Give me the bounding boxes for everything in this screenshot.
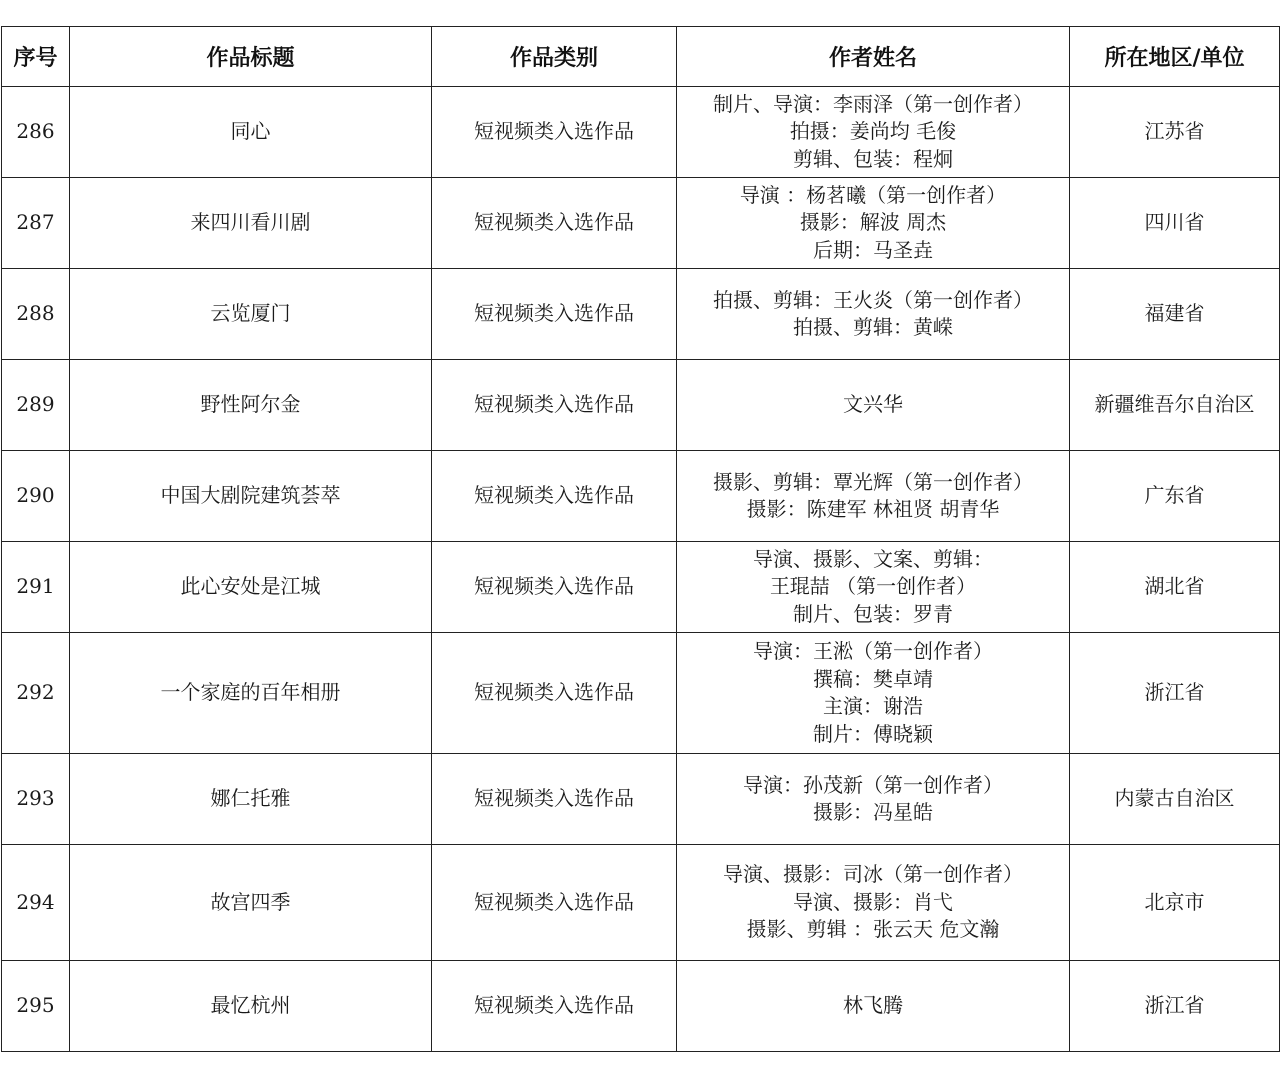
credit-line: 导演：孙茂新（第一创作者） bbox=[743, 772, 1003, 797]
cell-authors bbox=[677, 178, 1070, 269]
cell-category: 短视频类入选作品 bbox=[432, 269, 677, 360]
cell-category: 短视频类入选作品 bbox=[432, 360, 677, 451]
cell-region: 江苏省 bbox=[1070, 87, 1280, 178]
cell-title: 一个家庭的百年相册 bbox=[70, 633, 432, 754]
cell-index: 287 bbox=[2, 178, 70, 269]
credit-line: 剪辑、包装：程炯 bbox=[793, 146, 953, 171]
credit-line: 摄影、剪辑：覃光辉（第一创作者） bbox=[713, 469, 1033, 494]
cell-title: 同心 bbox=[70, 87, 432, 178]
credit-line: 摄影：解波 周杰 bbox=[799, 210, 947, 235]
credit-line: 拍摄、剪辑：黄嵘 bbox=[793, 315, 953, 339]
header-authors: 作者姓名 bbox=[677, 27, 1070, 87]
cell-region: 内蒙古自治区 bbox=[1070, 754, 1280, 845]
cell-authors bbox=[677, 360, 1070, 451]
cell-title: 此心安处是江城 bbox=[70, 542, 432, 633]
credit-line: 文兴华 bbox=[843, 392, 903, 417]
cell-category: 短视频类入选作品 bbox=[432, 754, 677, 845]
table-body bbox=[2, 87, 1280, 1052]
cell-category: 短视频类入选作品 bbox=[432, 178, 677, 269]
table-row bbox=[2, 451, 1280, 542]
credit-line: 制片：傅晓颖 bbox=[813, 721, 933, 746]
cell-title: 中国大剧院建筑荟萃 bbox=[70, 451, 432, 542]
cell-index: 292 bbox=[2, 633, 70, 754]
cell-index: 294 bbox=[2, 845, 70, 961]
cell-index: 286 bbox=[2, 87, 70, 178]
cell-authors bbox=[677, 633, 1070, 754]
cell-index: 288 bbox=[2, 269, 70, 360]
credit-line: 导演 ：杨茗曦（第一创作者） bbox=[739, 182, 1007, 207]
header-category: 作品类别 bbox=[432, 27, 677, 87]
credit-line: 导演、摄影：肖弋 bbox=[793, 889, 953, 914]
cell-region: 四川省 bbox=[1070, 178, 1280, 269]
table-row bbox=[2, 87, 1280, 178]
cell-category: 短视频类入选作品 bbox=[432, 451, 677, 542]
cell-region: 湖北省 bbox=[1070, 542, 1280, 633]
table-row bbox=[2, 178, 1280, 269]
cell-category: 短视频类入选作品 bbox=[432, 845, 677, 961]
credit-line: 撰稿：樊卓靖 bbox=[813, 666, 933, 691]
credit-line: 导演、摄影、文案、剪辑： bbox=[753, 546, 993, 571]
credit-line: 导演：王淞（第一创作者） bbox=[753, 639, 993, 663]
cell-title: 故宫四季 bbox=[70, 845, 432, 961]
cell-title: 野性阿尔金 bbox=[70, 360, 432, 451]
cell-region: 浙江省 bbox=[1070, 633, 1280, 754]
cell-category: 短视频类入选作品 bbox=[432, 633, 677, 754]
table-row bbox=[2, 360, 1280, 451]
table-row bbox=[2, 961, 1280, 1052]
table-row bbox=[2, 542, 1280, 633]
header-title: 作品标题 bbox=[70, 27, 432, 87]
header-region: 所在地区/单位 bbox=[1070, 27, 1280, 87]
cell-title: 最忆杭州 bbox=[70, 961, 432, 1052]
credit-line: 摄影、剪辑 ：张云天 危文瀚 bbox=[746, 917, 1000, 942]
cell-index: 289 bbox=[2, 360, 70, 451]
cell-authors bbox=[677, 845, 1070, 961]
works-table bbox=[1, 26, 1280, 1052]
cell-authors bbox=[677, 961, 1070, 1052]
credit-line: 林飞腾 bbox=[843, 993, 903, 1018]
header-index: 序号 bbox=[2, 27, 70, 87]
credit-line: 制片、包装：罗青 bbox=[793, 601, 953, 626]
table-row bbox=[2, 754, 1280, 845]
cell-region: 北京市 bbox=[1070, 845, 1280, 961]
cell-authors bbox=[677, 451, 1070, 542]
table-row bbox=[2, 633, 1280, 754]
credit-line: 制片、导演：李雨泽（第一创作者） bbox=[713, 91, 1033, 116]
credit-line: 摄影：冯星皓 bbox=[813, 800, 933, 824]
cell-region: 浙江省 bbox=[1070, 961, 1280, 1052]
credit-line: 后期：马圣垚 bbox=[813, 237, 933, 262]
cell-index: 295 bbox=[2, 961, 70, 1052]
cell-authors bbox=[677, 87, 1070, 178]
cell-index: 291 bbox=[2, 542, 70, 633]
header-row bbox=[2, 27, 1280, 87]
cell-authors bbox=[677, 754, 1070, 845]
cell-category: 短视频类入选作品 bbox=[432, 542, 677, 633]
cell-authors bbox=[677, 542, 1070, 633]
credit-line: 拍摄、剪辑：王火炎（第一创作者） bbox=[713, 287, 1033, 312]
cell-index: 293 bbox=[2, 754, 70, 845]
cell-category: 短视频类入选作品 bbox=[432, 961, 677, 1052]
credit-line: 拍摄：姜尚均 毛俊 bbox=[789, 119, 957, 144]
cell-authors bbox=[677, 269, 1070, 360]
cell-title: 云览厦门 bbox=[70, 269, 432, 360]
credit-line: 王琨喆 （第一创作者） bbox=[769, 574, 977, 599]
table-header bbox=[2, 27, 1280, 87]
cell-region: 福建省 bbox=[1070, 269, 1280, 360]
cell-title: 娜仁托雅 bbox=[70, 754, 432, 845]
cell-index: 290 bbox=[2, 451, 70, 542]
table-row bbox=[2, 269, 1280, 360]
credit-line: 导演、摄影：司冰（第一创作者） bbox=[723, 862, 1023, 887]
cell-region: 广东省 bbox=[1070, 451, 1280, 542]
table-row bbox=[2, 845, 1280, 961]
credit-line: 主演：谢浩 bbox=[823, 694, 923, 718]
cell-title: 来四川看川剧 bbox=[70, 178, 432, 269]
cell-category: 短视频类入选作品 bbox=[432, 87, 677, 178]
cell-region: 新疆维吾尔自治区 bbox=[1070, 360, 1280, 451]
credit-line: 摄影：陈建军 林祖贤 胡青华 bbox=[746, 497, 1000, 521]
